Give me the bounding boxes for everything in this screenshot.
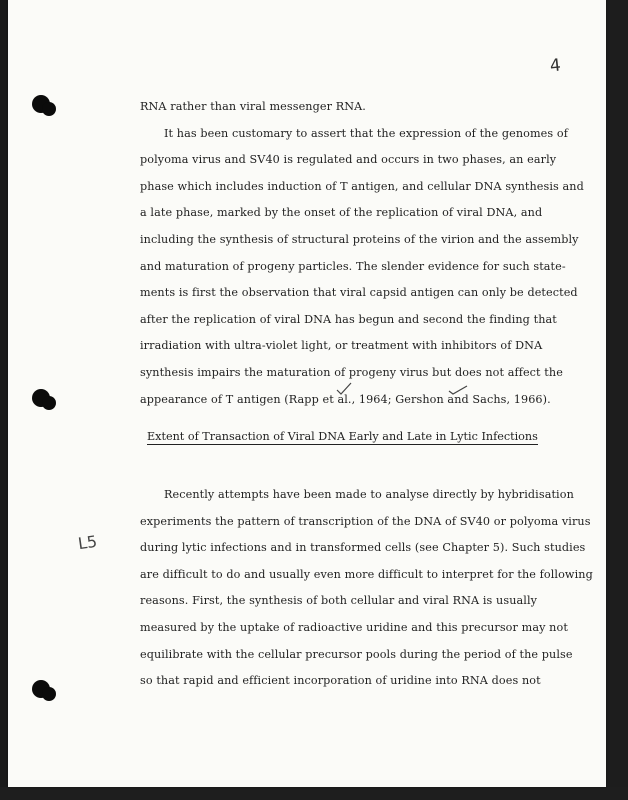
- punch-hole-top-b: [42, 102, 56, 116]
- text-line: measured by the uptake of radioactive uridine and this precursor may not: [140, 620, 568, 634]
- text-line: and maturation of progeny particles. The slender evidence for such state-: [140, 259, 566, 273]
- text-line: synthesis impairs the maturation of progeny virus but does not affect the: [140, 365, 563, 379]
- paragraph-2: [140, 482, 600, 695]
- text-line: equilibrate with the cellular precursor pools during the period of the pulse: [140, 647, 573, 661]
- section-heading: Extent of Transaction of Viral DNA Early and Late in Lytic Infections: [147, 430, 538, 443]
- text-line: RNA rather than viral messenger RNA.: [140, 100, 366, 113]
- scan-border-right: [606, 0, 628, 800]
- text-line: It has been customary to assert that the expression of the genomes of: [164, 126, 568, 140]
- scan-border-left: [0, 0, 8, 800]
- text-line: so that rapid and efficient incorporation of uridine into RNA does not: [140, 674, 541, 688]
- punch-hole-middle-b: [42, 396, 56, 410]
- text-line: including the synthesis of structural proteins of the virion and the assembly: [140, 232, 579, 246]
- text-line: ments is first the observation that viral capsid antigen can only be detected: [140, 286, 578, 300]
- text-line: Recently attempts have been made to analyse directly by hybridisation: [164, 488, 574, 501]
- text-line: irradiation with ultra-violet light, or treatment with inhibitors of DNA: [140, 339, 543, 353]
- text-line: a late phase, marked by the onset of the replication of viral DNA, and: [140, 206, 543, 220]
- text-line: polyoma virus and SV40 is regulated and occurs in two phases, an early: [140, 153, 557, 167]
- handwritten-margin-note: L5: [76, 531, 99, 554]
- scan-border-bottom: [0, 787, 628, 800]
- check-mark-icon: [448, 384, 468, 396]
- text-line: are difficult to do and usually even more difficult to interpret for the following: [140, 567, 593, 581]
- text-line: after the replication of viral DNA has begun and second the finding that: [140, 312, 557, 326]
- text-line: appearance of T antigen (Rapp et al., 1964; Gershon and Sachs, 1966).: [140, 392, 551, 406]
- document-page: [8, 0, 606, 787]
- text-line: reasons. First, the synthesis of both cellular and viral RNA is usually: [140, 594, 538, 608]
- check-mark-icon: [336, 382, 352, 396]
- text-line: experiments the pattern of transcription of the DNA of SV40 or polyoma virus: [140, 514, 591, 528]
- text-line: during lytic infections and in transformed cells (see Chapter 5). Such studies: [140, 541, 586, 555]
- punch-hole-bottom-b: [42, 687, 56, 701]
- handwritten-page-number: 4: [548, 55, 562, 77]
- paragraph-1: [140, 94, 600, 413]
- text-line: phase which includes induction of T antigen, and cellular DNA synthesis and: [140, 179, 584, 193]
